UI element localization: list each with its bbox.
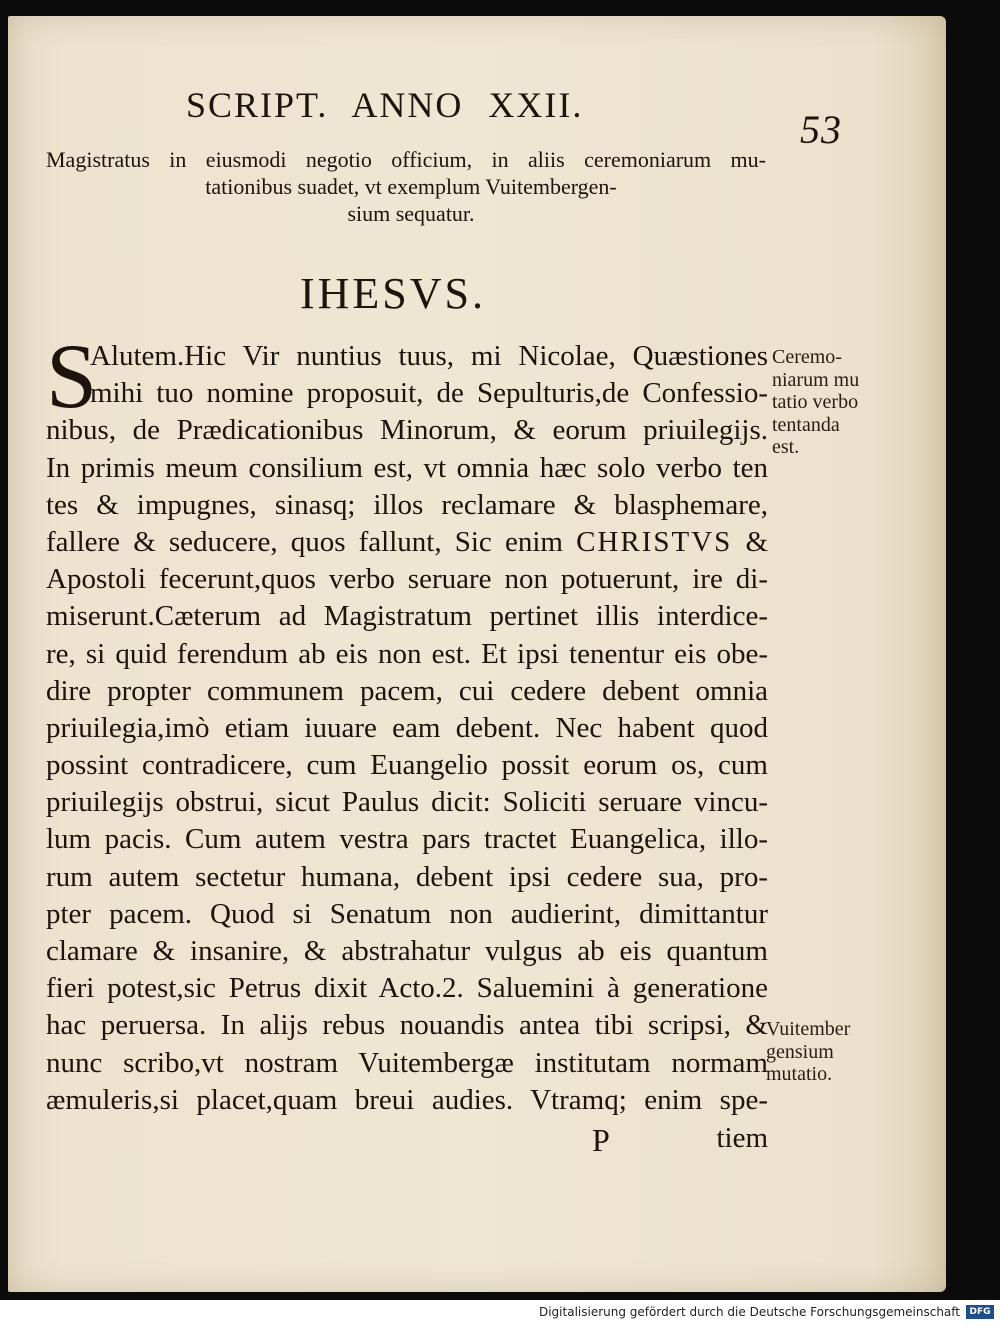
text-line: æmuleris,si placet,quam breui audies. Vtramq; enim spe- bbox=[46, 1083, 768, 1116]
marginal-note-line: mutatio. bbox=[766, 1063, 833, 1085]
text-line: possint contradicere, cum Euangelio possit eorum os, cum bbox=[46, 749, 768, 782]
text-line: Apostoli fecerunt,quos verbo seruare non potuerunt, ire di- bbox=[46, 563, 768, 596]
text-line: pter pacem. Quod si Senatum non audierint, dimittantur bbox=[46, 897, 768, 930]
text-line: fieri potest,sic Petrus dixit Acto.2. Saluemini à generatione bbox=[46, 972, 768, 1005]
chapter-summary bbox=[46, 146, 776, 227]
marginal-note-line: Vuitember bbox=[766, 1018, 851, 1040]
text-run: fallere & seducere, quos fallunt, Sic enim bbox=[46, 525, 577, 558]
text-line bbox=[46, 524, 768, 561]
text-line: mihi tuo nomine proposuit, de Sepulturis,de Confessio- bbox=[90, 377, 768, 410]
catchword: tiem bbox=[716, 1122, 768, 1154]
text-line: In primis meum consilium est, vt omnia hæc solo verbo ten bbox=[46, 451, 768, 484]
text-line: tes & impugnes, sinasq; illos reclamare & blasphemare, bbox=[46, 488, 768, 521]
text-line: priuilegijs obstrui, sicut Paulus dicit: Soliciti seruare vincu- bbox=[46, 786, 768, 819]
book-page bbox=[8, 16, 946, 1292]
small-caps-name: CHRISTVS bbox=[576, 525, 733, 558]
text-line: nibus, de Prædicationibus Minorum, & eorum priuilegijs. bbox=[46, 414, 768, 447]
text-line: Alutem.Hic Vir nuntius tuus, mi Nicolae, Quæstiones bbox=[90, 340, 768, 372]
marginal-note-line: gensium bbox=[766, 1040, 834, 1063]
text-line: miserunt.Cæterum ad Magistratum pertinet illis interdice- bbox=[46, 600, 768, 633]
body-text bbox=[46, 325, 769, 1119]
marginal-note-line: est. bbox=[772, 436, 800, 458]
marginal-note-line: tentanda bbox=[772, 413, 840, 436]
running-head: SCRIPT. ANNO XXII. bbox=[186, 85, 584, 125]
text-line: priuilegia,imò etiam iuuare eam debent. Nec habent quod bbox=[46, 711, 768, 744]
marginal-note bbox=[766, 1018, 896, 1086]
footer-bar bbox=[0, 1300, 1000, 1326]
text-line: dire propter communem pacem, cui cedere debent omnia bbox=[46, 674, 768, 707]
text-line: hac peruersa. In alijs rebus nouandis antea tibi scripsi, & bbox=[46, 1009, 768, 1042]
marginal-note-line: niarum mu bbox=[772, 368, 860, 391]
section-heading: IHESVS. bbox=[299, 269, 487, 318]
text-line: lum pacis. Cum autem vestra pars tractet Euangelica, illo- bbox=[46, 823, 768, 856]
funding-credit: Digitalisierung gefördert durch die Deutsche Forschungsgemeinschaft bbox=[538, 1305, 960, 1319]
text-line: rum autem sectetur humana, debent ipsi cedere sua, pro- bbox=[46, 860, 768, 893]
page-foot bbox=[46, 1122, 768, 1162]
page-number: 53 bbox=[800, 107, 842, 152]
drop-initial: S bbox=[46, 325, 98, 427]
summary-line: Magistratus in eiusmodi negotio officium, in aliis ceremoniarum mu- bbox=[46, 147, 766, 172]
text-line: nunc scribo,vt nostram Vuitembergæ institutam normam bbox=[46, 1046, 768, 1079]
text-run: & bbox=[732, 525, 769, 558]
text-line: re, si quid ferendum ab eis non est. Et ipsi tenentur eis obe- bbox=[46, 637, 768, 670]
signature-mark: P bbox=[592, 1122, 610, 1158]
marginal-note-line: Ceremo- bbox=[772, 346, 842, 368]
marginal-note-line: tatio verbo bbox=[772, 391, 859, 413]
summary-line: sium sequatur. bbox=[347, 201, 475, 226]
text-line: clamare & insanire, & abstrahatur vulgus ab eis quantum bbox=[46, 935, 768, 967]
dfg-logo-icon: DFG bbox=[966, 1305, 994, 1319]
summary-line: tationibus suadet, vt exemplum Vuitembergen- bbox=[205, 174, 617, 199]
marginal-note bbox=[772, 346, 902, 459]
